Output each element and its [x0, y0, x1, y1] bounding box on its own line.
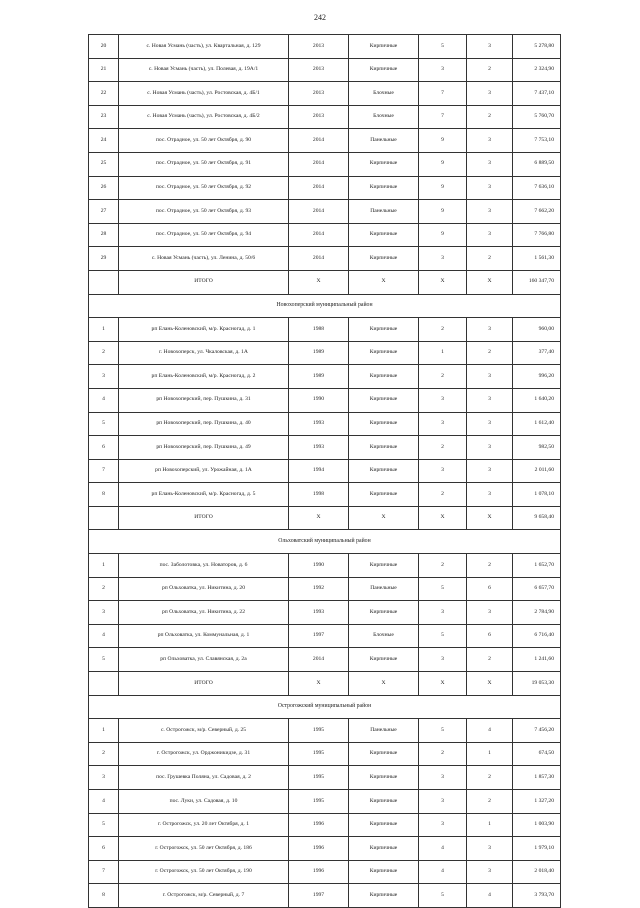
section-title: Ольховатский муниципальный район [89, 530, 561, 554]
entrances-cell: 2 [467, 247, 513, 271]
area-cell: 1 612,40 [513, 412, 561, 436]
floors-cell: Х [419, 672, 467, 696]
floors-cell: 3 [419, 813, 467, 837]
row-number-cell: 28 [89, 223, 119, 247]
floors-cell: 7 [419, 82, 467, 106]
wall-material-cell: Кирпичные [349, 790, 419, 814]
row-number-cell: 5 [89, 648, 119, 672]
row-number-cell: 24 [89, 129, 119, 153]
area-cell: 2 784,90 [513, 601, 561, 625]
entrances-cell: 3 [467, 601, 513, 625]
table-row [89, 176, 561, 200]
area-cell: 960,00 [513, 318, 561, 342]
row-number-cell: 8 [89, 483, 119, 507]
year-cell: Х [289, 270, 349, 294]
wall-material-cell: Кирпичные [349, 601, 419, 625]
entrances-cell: 6 [467, 577, 513, 601]
total-label-cell: ИТОГО [119, 270, 289, 294]
wall-material-cell: Кирпичные [349, 152, 419, 176]
table-row [89, 341, 561, 365]
wall-material-cell: Кирпичные [349, 223, 419, 247]
year-cell: 1989 [289, 341, 349, 365]
floors-cell: 3 [419, 412, 467, 436]
entrances-cell: 3 [467, 82, 513, 106]
table-row [89, 884, 561, 908]
address-cell: пос. Отрадное, ул. 50 лет Октября, д. 93 [119, 200, 289, 224]
year-cell: 2014 [289, 223, 349, 247]
wall-material-cell: Кирпичные [349, 742, 419, 766]
floors-cell: 9 [419, 176, 467, 200]
entrances-cell: 3 [467, 223, 513, 247]
address-cell: рп Новохоперский, пер. Пушкина, д. 31 [119, 388, 289, 412]
address-cell: г. Острогожск, ул. 50 лет Октября, д. 190 [119, 860, 289, 884]
area-cell: 1 078,10 [513, 483, 561, 507]
floors-cell: 5 [419, 719, 467, 743]
address-cell: г. Острогожск, ул. 50 лет Октября, д. 186 [119, 837, 289, 861]
entrances-cell: Х [467, 672, 513, 696]
area-cell: 2 018,40 [513, 860, 561, 884]
year-cell: 1990 [289, 388, 349, 412]
row-number-cell: 7 [89, 459, 119, 483]
area-cell: 1 979,10 [513, 837, 561, 861]
entrances-cell: 3 [467, 860, 513, 884]
entrances-cell: 3 [467, 318, 513, 342]
area-cell: 7 437,10 [513, 82, 561, 106]
address-cell: рп Новохоперский, ул. Урожайная, д. 1А [119, 459, 289, 483]
row-number-cell: 6 [89, 436, 119, 460]
address-cell: с. Новая Усмань (часть), ул. Ленина, д. 50/6 [119, 247, 289, 271]
page-number: 242 [314, 13, 326, 22]
wall-material-cell: Кирпичные [349, 436, 419, 460]
floors-cell: 3 [419, 601, 467, 625]
total-row [89, 672, 561, 696]
table-row [89, 719, 561, 743]
table-row [89, 82, 561, 106]
table-row [89, 624, 561, 648]
address-cell: г. Острогожск, ул. Орджоникидзе, д. 31 [119, 742, 289, 766]
floors-cell: 1 [419, 341, 467, 365]
address-cell: рп Ольховатка, ул. Никитина, д. 20 [119, 577, 289, 601]
year-cell: 1988 [289, 318, 349, 342]
entrances-cell: 2 [467, 790, 513, 814]
floors-cell: 7 [419, 105, 467, 129]
area-cell: 2 011,60 [513, 459, 561, 483]
table-row [89, 412, 561, 436]
floors-cell: 3 [419, 790, 467, 814]
table-row [89, 601, 561, 625]
address-cell: с. Острогожск, м/р. Северный, д. 25 [119, 719, 289, 743]
row-number-cell: 8 [89, 884, 119, 908]
year-cell: 1993 [289, 601, 349, 625]
wall-material-cell: Кирпичные [349, 58, 419, 82]
entrances-cell: Х [467, 506, 513, 530]
entrances-cell: 3 [467, 459, 513, 483]
row-number-cell: 3 [89, 766, 119, 790]
entrances-cell: 6 [467, 624, 513, 648]
floors-cell: 2 [419, 365, 467, 389]
housing-table [88, 34, 561, 908]
table-row [89, 790, 561, 814]
floors-cell: 5 [419, 35, 467, 59]
wall-material-cell: Кирпичные [349, 388, 419, 412]
row-number-cell: 2 [89, 742, 119, 766]
table-row [89, 58, 561, 82]
wall-material-cell: Кирпичные [349, 35, 419, 59]
row-number-cell: 3 [89, 601, 119, 625]
floors-cell: 9 [419, 223, 467, 247]
section-title: Острогожский муниципальный район [89, 695, 561, 719]
section-header-row [89, 294, 561, 318]
area-cell: 1 652,70 [513, 554, 561, 578]
entrances-cell: 3 [467, 436, 513, 460]
year-cell: 1997 [289, 884, 349, 908]
table-row [89, 766, 561, 790]
entrances-cell: 3 [467, 35, 513, 59]
wall-material-cell: Кирпичные [349, 813, 419, 837]
year-cell: 1995 [289, 742, 349, 766]
floors-cell: Х [419, 506, 467, 530]
area-cell: 1 561,30 [513, 247, 561, 271]
wall-material-cell: Кирпичные [349, 766, 419, 790]
address-cell: пос. Отрадное, ул. 50 лет Октября, д. 94 [119, 223, 289, 247]
wall-material-cell: Кирпичные [349, 837, 419, 861]
year-cell: 1996 [289, 813, 349, 837]
wall-material-cell: Х [349, 672, 419, 696]
floors-cell: 3 [419, 58, 467, 82]
floors-cell: 9 [419, 200, 467, 224]
area-cell: 996,20 [513, 365, 561, 389]
area-cell: 9 658,40 [513, 506, 561, 530]
address-cell: рп Ольховатка, ул. Никитина, д. 22 [119, 601, 289, 625]
year-cell: 1996 [289, 837, 349, 861]
floors-cell: 3 [419, 459, 467, 483]
wall-material-cell: Кирпичные [349, 483, 419, 507]
year-cell: 2014 [289, 129, 349, 153]
entrances-cell: 4 [467, 884, 513, 908]
row-number-cell: 4 [89, 624, 119, 648]
entrances-cell: Х [467, 270, 513, 294]
table-row [89, 742, 561, 766]
year-cell: 1993 [289, 436, 349, 460]
entrances-cell: 2 [467, 341, 513, 365]
year-cell: 1995 [289, 790, 349, 814]
floors-cell: 3 [419, 247, 467, 271]
row-number-cell: 4 [89, 388, 119, 412]
year-cell: 2014 [289, 247, 349, 271]
area-cell: 1 003,90 [513, 813, 561, 837]
entrances-cell: 2 [467, 554, 513, 578]
floors-cell: 9 [419, 152, 467, 176]
table-row [89, 365, 561, 389]
year-cell: 2013 [289, 82, 349, 106]
entrances-cell: 2 [467, 58, 513, 82]
wall-material-cell: Кирпичные [349, 860, 419, 884]
row-number-cell: 7 [89, 860, 119, 884]
year-cell: 1997 [289, 624, 349, 648]
address-cell: пос. Грушевка Поляна, ул. Садовая, д. 2 [119, 766, 289, 790]
area-cell: 7 766,80 [513, 223, 561, 247]
wall-material-cell: Кирпичные [349, 341, 419, 365]
table-row [89, 388, 561, 412]
row-number-cell [89, 506, 119, 530]
address-cell: рп Ольховатка, ул. Славянская, д. 2а [119, 648, 289, 672]
area-cell: 6 889,50 [513, 152, 561, 176]
floors-cell: 2 [419, 483, 467, 507]
year-cell: 1993 [289, 412, 349, 436]
address-cell: пос. Отрадное, ул. 50 лет Октября, д. 91 [119, 152, 289, 176]
total-label-cell: ИТОГО [119, 672, 289, 696]
address-cell: рп Новохоперский, пер. Пушкина, д. 40 [119, 412, 289, 436]
area-cell: 377,40 [513, 341, 561, 365]
wall-material-cell: Блочные [349, 105, 419, 129]
entrances-cell: 3 [467, 152, 513, 176]
floors-cell: 2 [419, 436, 467, 460]
table-row [89, 459, 561, 483]
wall-material-cell: Панельные [349, 577, 419, 601]
wall-material-cell: Х [349, 506, 419, 530]
floors-cell: 3 [419, 766, 467, 790]
area-cell: 7 456,20 [513, 719, 561, 743]
area-cell: 7 753,10 [513, 129, 561, 153]
area-cell: 7 662,20 [513, 200, 561, 224]
entrances-cell: 3 [467, 412, 513, 436]
address-cell: рп Ольховатка, ул. Коммунальная, д. 1 [119, 624, 289, 648]
row-number-cell [89, 270, 119, 294]
address-cell: с. Новая Усмань (часть), ул. Ростовская, д. 4Б/1 [119, 82, 289, 106]
total-row [89, 506, 561, 530]
row-number-cell: 25 [89, 152, 119, 176]
year-cell: 2013 [289, 35, 349, 59]
year-cell: 1989 [289, 365, 349, 389]
row-number-cell [89, 672, 119, 696]
total-row [89, 270, 561, 294]
entrances-cell: 3 [467, 837, 513, 861]
area-cell: 7 636,10 [513, 176, 561, 200]
area-cell: 1 327,20 [513, 790, 561, 814]
area-cell: 1 857,30 [513, 766, 561, 790]
wall-material-cell: Кирпичные [349, 884, 419, 908]
row-number-cell: 1 [89, 318, 119, 342]
floors-cell: 5 [419, 624, 467, 648]
year-cell: 2014 [289, 200, 349, 224]
row-number-cell: 27 [89, 200, 119, 224]
wall-material-cell: Кирпичные [349, 176, 419, 200]
floors-cell: 5 [419, 577, 467, 601]
entrances-cell: 1 [467, 742, 513, 766]
area-cell: 160 347,70 [513, 270, 561, 294]
year-cell: Х [289, 506, 349, 530]
address-cell: рп Елань-Коленовский, м/р. Красногад, д. 5 [119, 483, 289, 507]
floors-cell: 5 [419, 884, 467, 908]
year-cell: 2013 [289, 105, 349, 129]
year-cell: 2014 [289, 648, 349, 672]
row-number-cell: 26 [89, 176, 119, 200]
table-row [89, 129, 561, 153]
year-cell: Х [289, 672, 349, 696]
row-number-cell: 4 [89, 790, 119, 814]
year-cell: 2014 [289, 176, 349, 200]
wall-material-cell: Х [349, 270, 419, 294]
wall-material-cell: Кирпичные [349, 365, 419, 389]
area-cell: 6 716,40 [513, 624, 561, 648]
address-cell: г. Новохоперск, ул. Чкаловская, д. 1А [119, 341, 289, 365]
wall-material-cell: Панельные [349, 129, 419, 153]
table-row [89, 436, 561, 460]
year-cell: 1992 [289, 577, 349, 601]
entrances-cell: 2 [467, 105, 513, 129]
address-cell: рп Новохоперский, пер. Пушкина, д. 49 [119, 436, 289, 460]
address-cell: пос. Заболотовка, ул. Новаторов, д. 6 [119, 554, 289, 578]
floors-cell: 3 [419, 648, 467, 672]
address-cell: пос. Отрадное, ул. 50 лет Октября, д. 90 [119, 129, 289, 153]
address-cell: рп Елань-Коленовский, м/р. Красногад, д. 1 [119, 318, 289, 342]
floors-cell: 2 [419, 318, 467, 342]
area-cell: 2 324,90 [513, 58, 561, 82]
table-row [89, 223, 561, 247]
row-number-cell: 2 [89, 341, 119, 365]
wall-material-cell: Кирпичные [349, 648, 419, 672]
floors-cell: 4 [419, 837, 467, 861]
row-number-cell: 5 [89, 412, 119, 436]
section-header-row [89, 695, 561, 719]
table-row [89, 813, 561, 837]
row-number-cell: 5 [89, 813, 119, 837]
floors-cell: 9 [419, 129, 467, 153]
year-cell: 1990 [289, 554, 349, 578]
area-cell: 1 640,20 [513, 388, 561, 412]
row-number-cell: 3 [89, 365, 119, 389]
address-cell: г. Острогожск, м/р. Северный, д. 7 [119, 884, 289, 908]
row-number-cell: 23 [89, 105, 119, 129]
entrances-cell: 2 [467, 648, 513, 672]
area-cell: 982,50 [513, 436, 561, 460]
entrances-cell: 3 [467, 483, 513, 507]
area-cell: 3 793,70 [513, 884, 561, 908]
entrances-cell: 4 [467, 719, 513, 743]
table-row [89, 35, 561, 59]
year-cell: 1994 [289, 459, 349, 483]
row-number-cell: 22 [89, 82, 119, 106]
table-row [89, 247, 561, 271]
row-number-cell: 6 [89, 837, 119, 861]
floors-cell: 3 [419, 388, 467, 412]
row-number-cell: 1 [89, 719, 119, 743]
floors-cell: Х [419, 270, 467, 294]
section-header-row [89, 530, 561, 554]
table-row [89, 105, 561, 129]
entrances-cell: 2 [467, 766, 513, 790]
wall-material-cell: Кирпичные [349, 554, 419, 578]
entrances-cell: 1 [467, 813, 513, 837]
year-cell: 2013 [289, 58, 349, 82]
address-cell: с. Новая Усмань (часть), ул. Полевая, д. 19А/1 [119, 58, 289, 82]
row-number-cell: 21 [89, 58, 119, 82]
table-row [89, 577, 561, 601]
address-cell: рп Елань-Коленовский, м/р. Красногад, д. 2 [119, 365, 289, 389]
year-cell: 1995 [289, 719, 349, 743]
table-row [89, 200, 561, 224]
address-cell: г. Острогожск, ул. 20 лет Октября, д. 1 [119, 813, 289, 837]
row-number-cell: 29 [89, 247, 119, 271]
entrances-cell: 3 [467, 388, 513, 412]
area-cell: 5 278,80 [513, 35, 561, 59]
table-row [89, 318, 561, 342]
table-row [89, 837, 561, 861]
wall-material-cell: Панельные [349, 200, 419, 224]
total-label-cell: ИТОГО [119, 506, 289, 530]
entrances-cell: 3 [467, 176, 513, 200]
area-cell: 1 241,60 [513, 648, 561, 672]
area-cell: 19 053,30 [513, 672, 561, 696]
address-cell: с. Новая Усмань (часть), ул. Квартальная, д. 129 [119, 35, 289, 59]
wall-material-cell: Кирпичные [349, 318, 419, 342]
table-row [89, 860, 561, 884]
area-cell: 674,50 [513, 742, 561, 766]
wall-material-cell: Кирпичные [349, 459, 419, 483]
year-cell: 1998 [289, 483, 349, 507]
table-row [89, 648, 561, 672]
address-cell: пос. Отрадное, ул. 50 лет Октября, д. 92 [119, 176, 289, 200]
row-number-cell: 2 [89, 577, 119, 601]
entrances-cell: 3 [467, 129, 513, 153]
floors-cell: 4 [419, 860, 467, 884]
wall-material-cell: Кирпичные [349, 412, 419, 436]
wall-material-cell: Панельные [349, 719, 419, 743]
floors-cell: 2 [419, 742, 467, 766]
floors-cell: 2 [419, 554, 467, 578]
area-cell: 5 760,70 [513, 105, 561, 129]
area-cell: 6 657,70 [513, 577, 561, 601]
row-number-cell: 20 [89, 35, 119, 59]
row-number-cell: 1 [89, 554, 119, 578]
wall-material-cell: Блочные [349, 82, 419, 106]
wall-material-cell: Блочные [349, 624, 419, 648]
wall-material-cell: Кирпичные [349, 247, 419, 271]
address-cell: с. Новая Усмань (часть), ул. Ростовская, д. 4Б/2 [119, 105, 289, 129]
year-cell: 1995 [289, 766, 349, 790]
address-cell: пос. Луки, ул. Садовая, д. 10 [119, 790, 289, 814]
year-cell: 2014 [289, 152, 349, 176]
table-row [89, 483, 561, 507]
entrances-cell: 3 [467, 200, 513, 224]
year-cell: 1996 [289, 860, 349, 884]
table-row [89, 554, 561, 578]
table-row [89, 152, 561, 176]
section-title: Новохоперский муниципальный район [89, 294, 561, 318]
entrances-cell: 3 [467, 365, 513, 389]
